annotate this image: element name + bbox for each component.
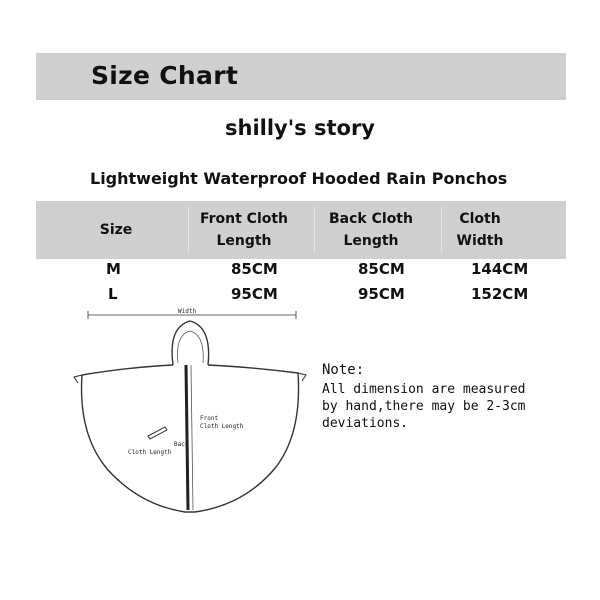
front-length-cell: 85CM xyxy=(231,260,278,278)
front-label: Front xyxy=(200,415,219,422)
title-bar xyxy=(36,53,566,100)
zipper-edge xyxy=(191,365,193,510)
poncho-diagram xyxy=(70,305,310,520)
note-block xyxy=(322,362,526,432)
note-title: Note: xyxy=(322,362,365,378)
page-title: Size Chart xyxy=(91,61,239,90)
note-line: deviations. xyxy=(322,416,409,431)
brand-name: shilly's story xyxy=(225,116,375,140)
front-cloth-length-label: Cloth Length xyxy=(200,423,244,430)
back-length-cell: 85CM xyxy=(358,260,405,278)
width-cell: 144CM xyxy=(471,260,529,278)
note-line: All dimension are measured xyxy=(322,382,526,397)
note-line: by hand,there may be 2-3cm xyxy=(322,399,526,414)
width-label: Width xyxy=(178,308,197,315)
left-drawstring xyxy=(74,375,82,383)
right-drawstring xyxy=(298,373,306,381)
width-cell: 152CM xyxy=(471,285,529,303)
hood-inner xyxy=(178,331,204,363)
poncho-body-outline xyxy=(82,365,299,512)
table-row xyxy=(0,285,600,307)
column-header-back-length: Back Cloth Length xyxy=(329,211,413,249)
column-header-size: Size xyxy=(99,222,133,238)
size-table-header xyxy=(36,201,566,259)
front-zipper xyxy=(186,365,188,510)
back-label: Back xyxy=(174,441,189,448)
column-header-front-length: Front Cloth Length xyxy=(199,211,289,249)
size-cell: L xyxy=(108,285,118,303)
product-title: Lightweight Waterproof Hooded Rain Ponchos xyxy=(90,169,508,188)
pocket xyxy=(148,427,167,439)
front-length-cell: 95CM xyxy=(231,285,278,303)
back-length-cell: 95CM xyxy=(358,285,405,303)
cloth-length-label: Cloth Length xyxy=(128,449,172,456)
size-cell: M xyxy=(106,260,121,278)
column-header-width: Cloth Width xyxy=(456,211,504,249)
table-row xyxy=(0,260,600,282)
